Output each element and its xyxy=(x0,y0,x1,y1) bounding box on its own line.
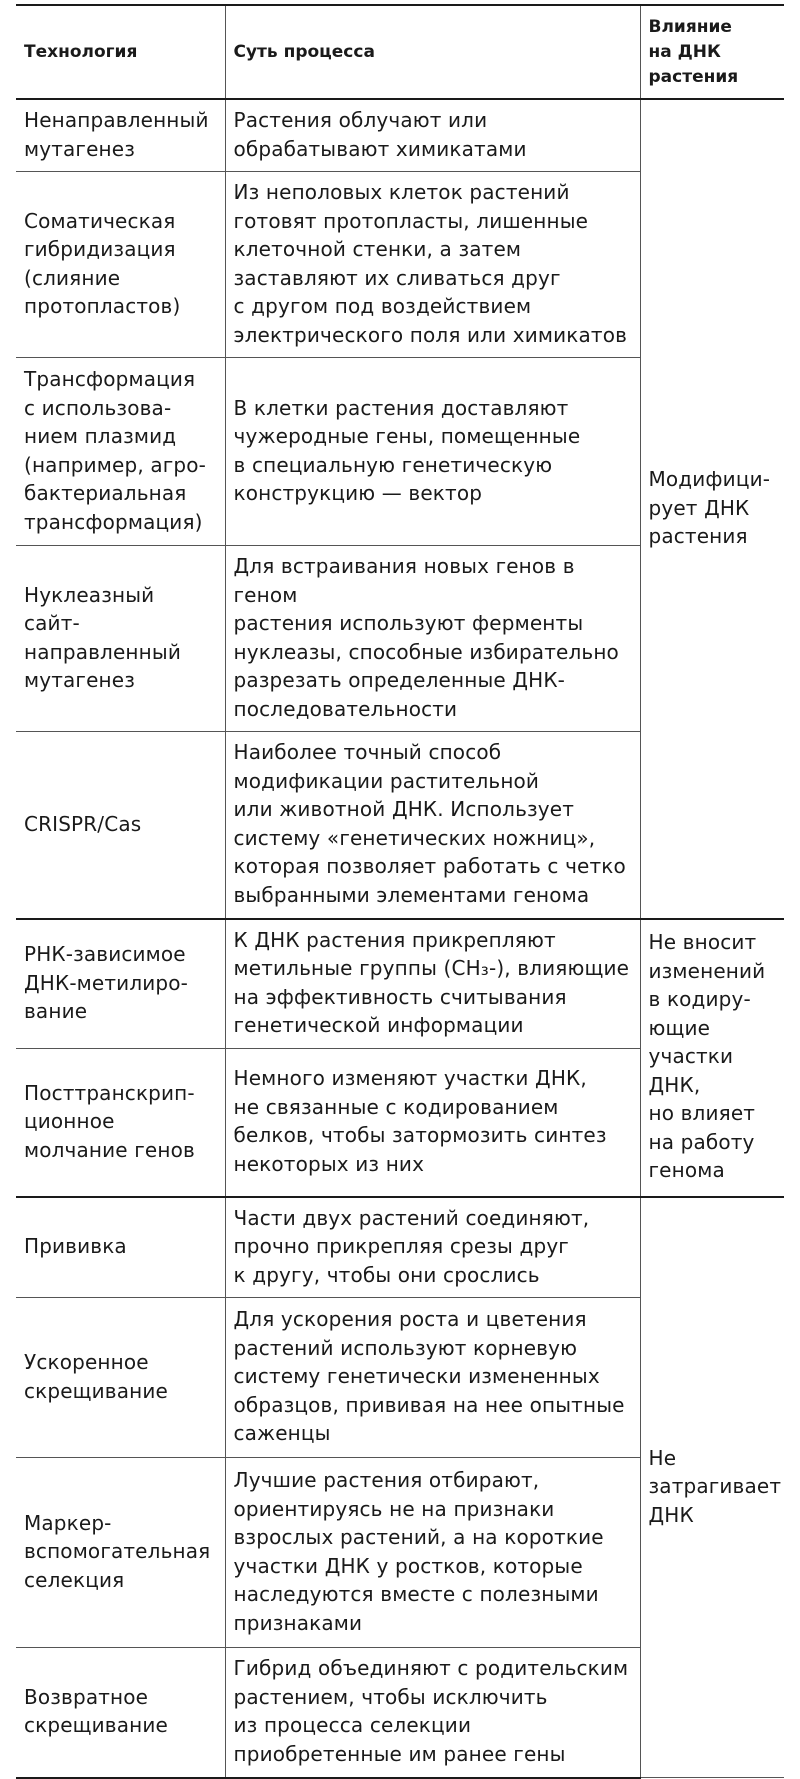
process-cell: В клетки растения доставляют чужеродные гены, помещенные в специальную генетическую конструкцию — вектор xyxy=(225,358,640,546)
process-cell: Наиболее точный способ модификации растительной или животной ДНК. Использует систему «генетических ножниц», которая позволяет работать с четко выбранными элементами генома xyxy=(225,732,640,919)
effect-cell-modifies: Модифици- рует ДНК растения xyxy=(640,99,784,919)
effect-cell-noncoding: Не вносит изменений в кодиру- ющие участки ДНК, но влияет на работу генома xyxy=(640,919,784,1197)
technology-cell: Прививка xyxy=(16,1197,225,1298)
table-row xyxy=(16,99,784,172)
technology-cell: Маркер- вспомогательная селекция xyxy=(16,1458,225,1648)
header-technology: Технология xyxy=(16,5,225,99)
technology-cell: CRISPR/Cas xyxy=(16,732,225,919)
technology-cell: Возвратное скрещивание xyxy=(16,1648,225,1778)
technology-cell: Ускоренное скрещивание xyxy=(16,1298,225,1458)
table-row xyxy=(16,1197,784,1298)
technology-cell: РНК-зависимое ДНК-метилиро- вание xyxy=(16,919,225,1049)
technology-cell: Соматическая гибридизация (слияние протопластов) xyxy=(16,172,225,358)
technology-cell: Нуклеазный сайт- направленный мутагенез xyxy=(16,546,225,732)
process-cell: Растения облучают или обрабатывают химикатами xyxy=(225,99,640,172)
header-effect: Влияние на ДНК растения xyxy=(640,5,784,99)
header-row xyxy=(16,5,784,99)
effect-cell-unaffected: Не затрагивает ДНК xyxy=(640,1197,784,1778)
process-cell: Части двух растений соединяют, прочно прикрепляя срезы друг к другу, чтобы они срослись xyxy=(225,1197,640,1298)
process-cell: Немного изменяют участки ДНК, не связанные с кодированием белков, чтобы затормозить синтез некоторых из них xyxy=(225,1049,640,1197)
header-process: Суть процесса xyxy=(225,5,640,99)
technology-cell: Ненаправленный мутагенез xyxy=(16,99,225,172)
process-cell: Из неполовых клеток растений готовят протопласты, лишенные клеточной стенки, а затем заставляют их сливаться друг с другом под воздействием электрического поля или химикатов xyxy=(225,172,640,358)
process-cell: К ДНК растения прикрепляют метильные группы (CH₃-), влияющие на эффективность считывания генетической информации xyxy=(225,919,640,1049)
process-cell: Гибрид объединяют с родительским растением, чтобы исключить из процесса селекции приобретенные им ранее гены xyxy=(225,1648,640,1778)
process-cell: Для ускорения роста и цветения растений используют корневую систему генетически измененных образцов, прививая на нее опытные саженцы xyxy=(225,1298,640,1458)
technologies-table xyxy=(16,4,784,1779)
table-row xyxy=(16,919,784,1049)
technology-cell: Посттранскрип- ционное молчание генов xyxy=(16,1049,225,1197)
process-cell: Для встраивания новых генов в геном растения используют ферменты нуклеазы, способные избирательно разрезать определенные ДНК- последовательности xyxy=(225,546,640,732)
technology-cell: Трансформация с использова- нием плазмид (например, агро- бактериальная трансформация) xyxy=(16,358,225,546)
process-cell: Лучшие растения отбирают, ориентируясь не на признаки взрослых растений, а на короткие участки ДНК у ростков, которые наследуются вместе с полезными признаками xyxy=(225,1458,640,1648)
